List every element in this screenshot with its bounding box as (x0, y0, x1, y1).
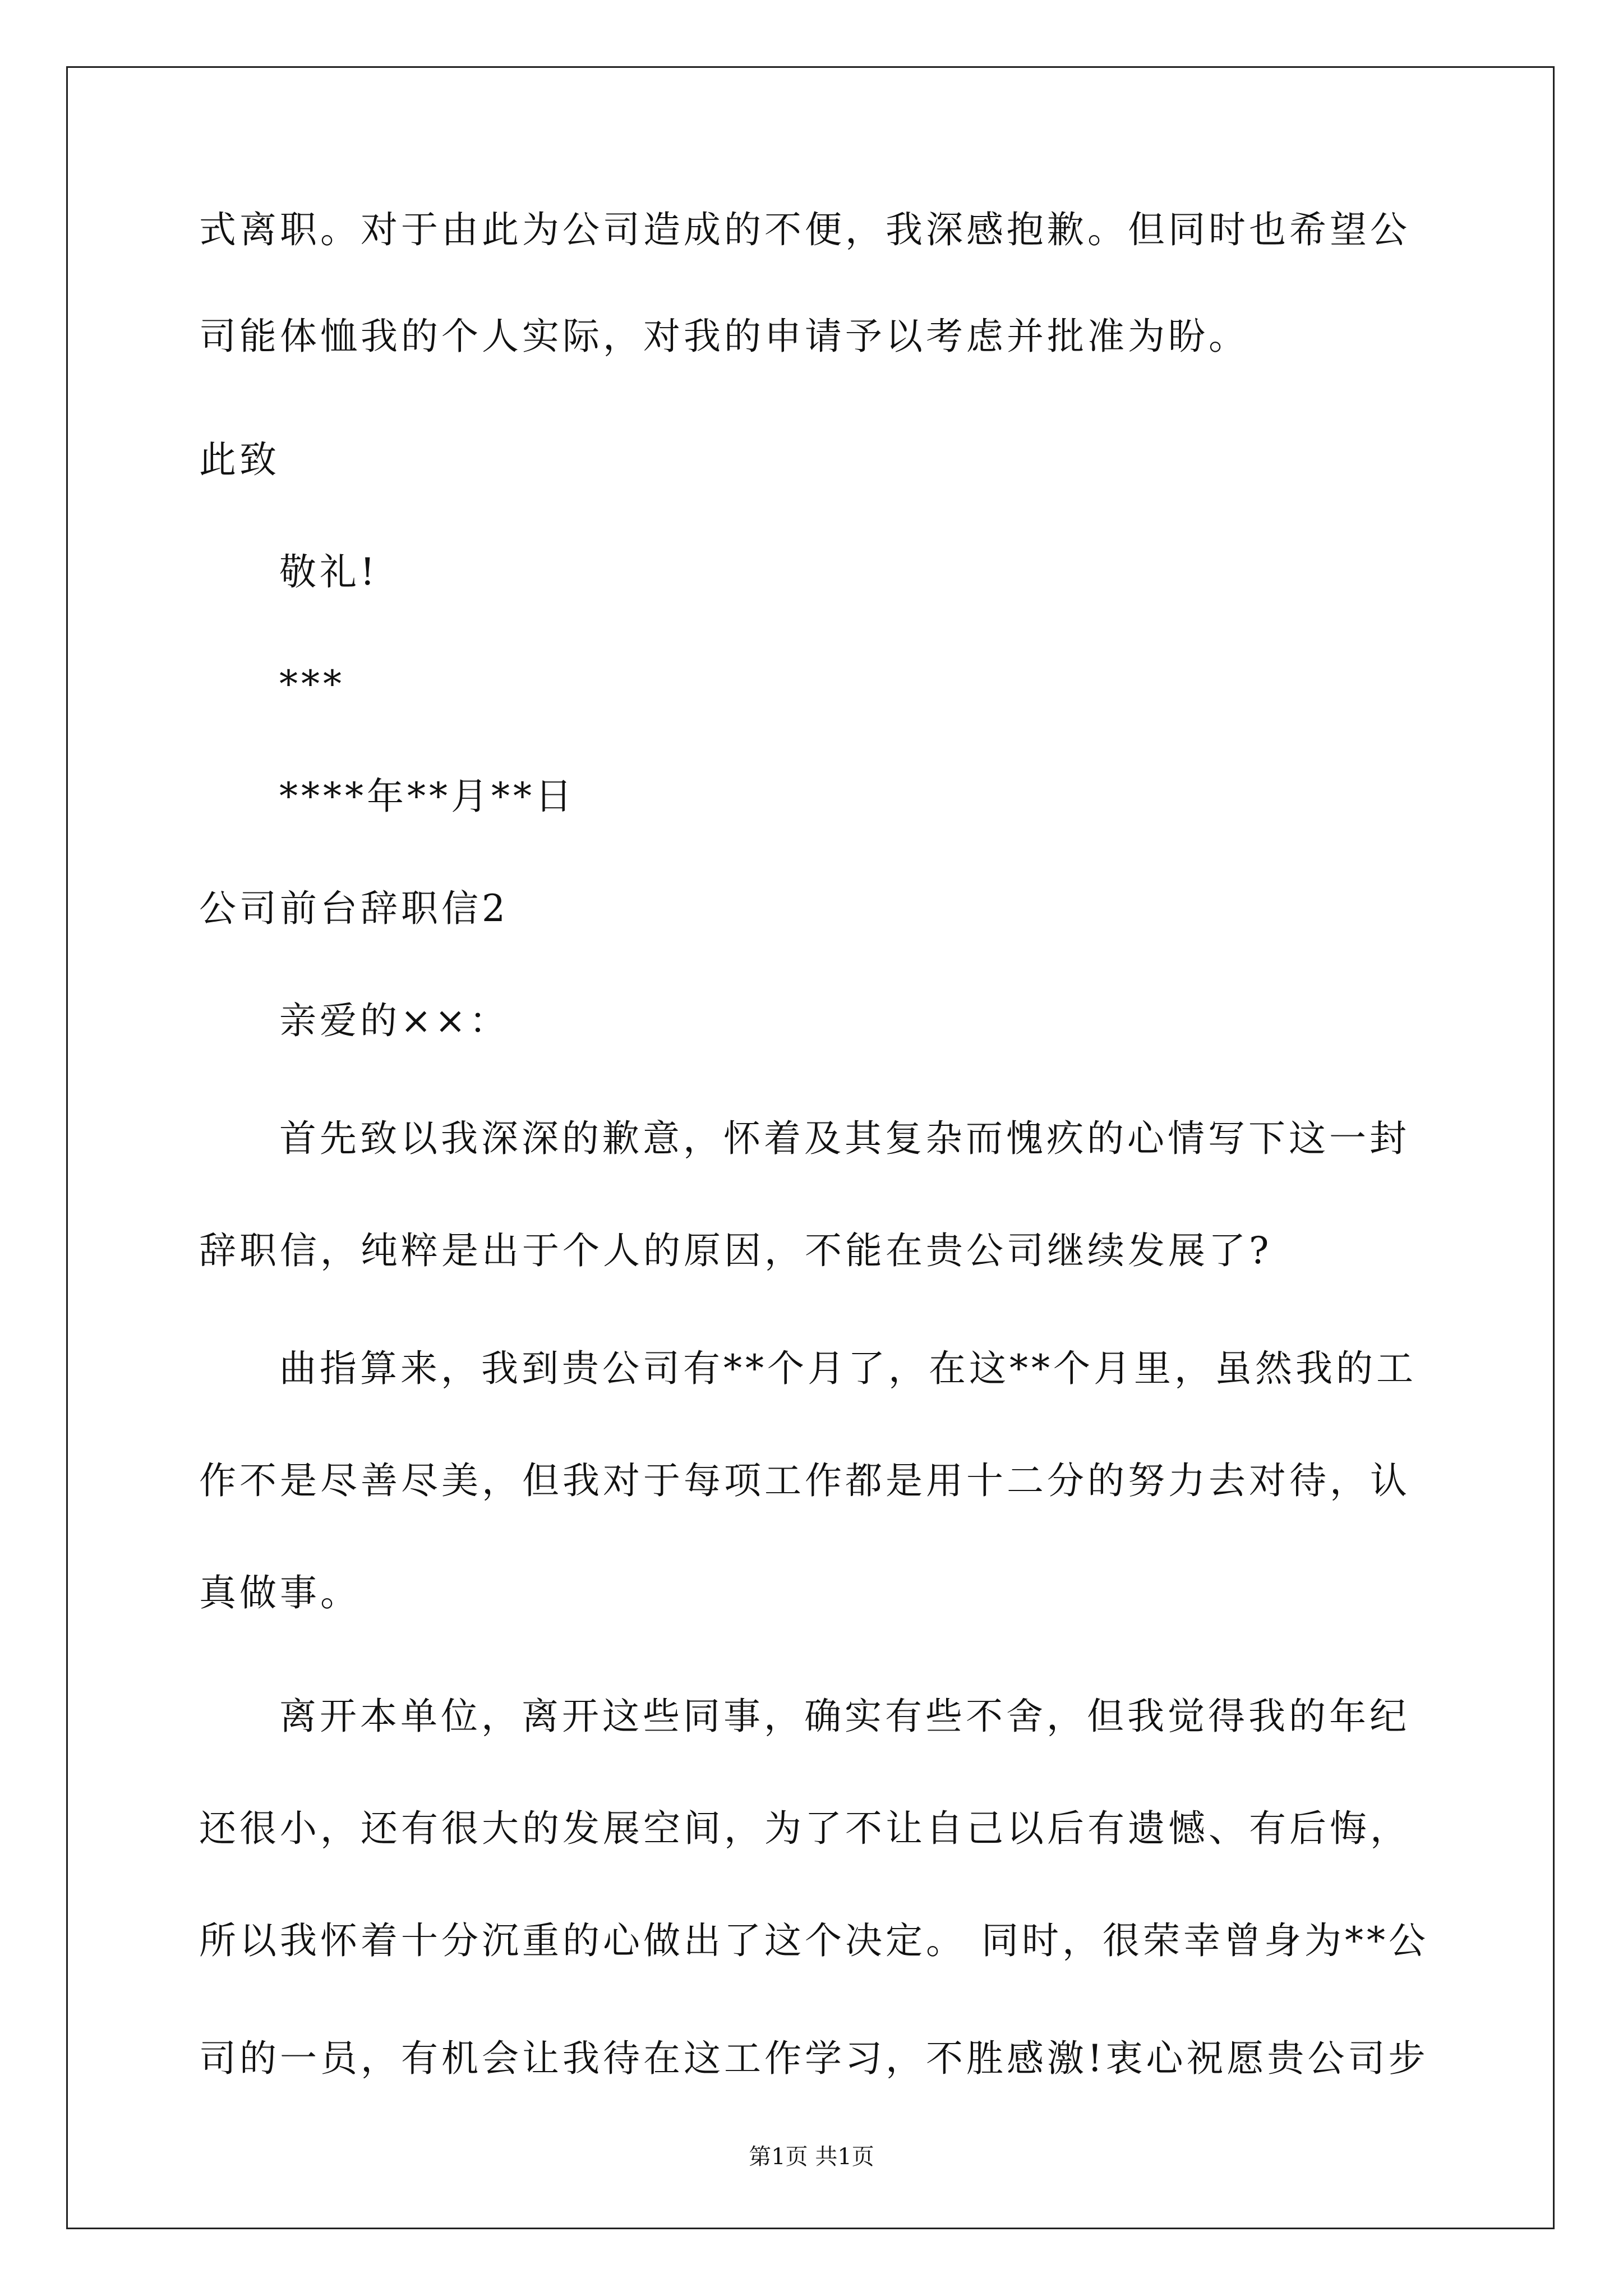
regards: 敬礼! (279, 550, 379, 593)
text-line: 司能体恤我的个人实际，对我的申请予以考虑并批准为盼。 (199, 315, 1249, 358)
text-line: 曲指算来，我到贵公司有**个月了，在这**个月里，虽然我的工 (279, 1347, 1417, 1390)
text-line: 离开本单位，离开这些同事，确实有些不舍，但我觉得我的年纪 (279, 1695, 1410, 1738)
page-footer: 第1页 共1页 (749, 2144, 874, 2170)
greeting: 亲爱的××： (279, 999, 510, 1042)
text-line: 还很小，还有很大的发展空间，为了不让自己以后有遗憾、有后悔， (199, 1807, 1410, 1850)
signature-date: ****年**月**日 (279, 775, 575, 818)
text-line: 作不是尽善尽美，但我对于每项工作都是用十二分的努力去对待，认 (199, 1459, 1410, 1502)
text-line: 所以我怀着十分沉重的心做出了这个决定。 同时，很荣幸曾身为**公 (199, 1919, 1429, 1962)
text-line: 首先致以我深深的歉意，怀着及其复杂而愧疚的心情写下这一封 (279, 1117, 1410, 1160)
text-line: 真做事。 (199, 1571, 361, 1614)
section-title: 公司前台辞职信2 (199, 887, 509, 930)
text-line: 式离职。对于由此为公司造成的不便，我深感抱歉。但同时也希望公 (199, 208, 1410, 251)
signature-name: *** (279, 662, 345, 706)
text-line: 司的一员，有机会让我待在这工作学习，不胜感激!衷心祝愿贵公司步 (199, 2037, 1429, 2080)
salutation-closing: 此致 (199, 438, 280, 481)
text-line: 辞职信，纯粹是出于个人的原因，不能在贵公司继续发展了? (199, 1229, 1272, 1272)
